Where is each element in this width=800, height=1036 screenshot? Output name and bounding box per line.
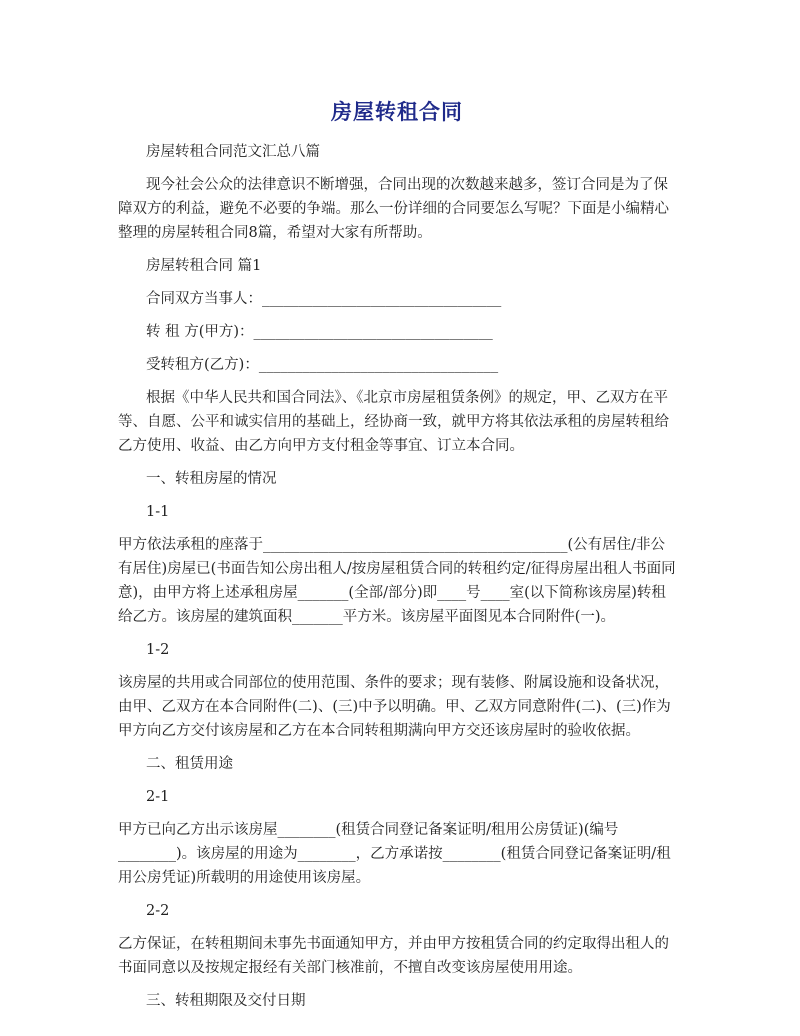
party-line: 受转租方(乙方)：_________________________________ — [146, 357, 499, 373]
section-heading: 房屋转租合同 篇1 — [146, 258, 262, 274]
party-line: 转 租 方(甲方)：_________________________________ — [146, 324, 493, 340]
party-line: 合同双方当事人：_________________________________ — [146, 291, 502, 307]
paragraph: 根据《中华人民共和国合同法》、《北京市房屋租赁条例》的规定，甲、乙双方在平等、自愿、公平和诚实信用的基础上，经协商一致，就甲方将其依法承租的房屋转租给乙方使用、收益、由乙方向甲方支付租金等事宜、订立本合同。 — [118, 390, 669, 454]
document-title: 房屋转租合同 — [331, 99, 463, 124]
clause-number: 2-2 — [146, 903, 170, 919]
document-body — [118, 140, 676, 1013]
paragraph: 乙方保证，在转租期间未事先书面通知甲方，并由甲方按租赁合同的约定取得出租人的书面同意以及按规定报经有关部门核准前，不擅自改变该房屋使用用途。 — [118, 936, 669, 976]
clause-number: 1-2 — [146, 642, 170, 658]
paragraph: 甲方已向乙方出示该房屋________(租赁合同登记备案证明/租用公房赁证)(编号________)。该房屋的用途为________，乙方承诺按________(租赁合同登记备案证明/租用公房凭证)所载明的用途使用该房屋。 — [118, 822, 671, 886]
paragraph: 该房屋的共用或合同部位的使用范围、条件的要求；现有装修、附属设施和设备状况，由甲、乙双方在本合同附件(二)、(三)中予以明确。甲、乙双方同意附件(二)、(三)作为甲方向乙方交付该房屋和乙方在本合同转租期满向甲方交还该房屋时的验收依据。 — [118, 675, 671, 739]
subtitle: 房屋转租合同范文汇总八篇 — [146, 144, 320, 160]
intro-paragraph: 现今社会公众的法律意识不断增强，合同出现的次数越来越多，签订合同是为了保障双方的利益，避免不必要的争端。那么一份详细的合同要怎么写呢？下面是小编精心整理的房屋转租合同8篇，希望对大家有所帮助。 — [118, 177, 669, 241]
clause-heading: 一、转租房屋的情况 — [146, 471, 277, 487]
clause-number: 2-1 — [146, 789, 170, 805]
paragraph: 甲方依法承租的座落于__________________________________________(公有居住/非公有居住)房屋已(书面告知公房出租人/按房屋租赁合同的转租约定/征得房屋出租人书面同意)，由甲方将上述承租房屋_______(全部/部分)即____号____室(以下简称该房屋)转租给乙方。该房屋的建筑面积_______平方米。该房屋平面图见本合同附件(一)。 — [118, 537, 676, 625]
clause-heading: 三、转租期限及交付日期 — [146, 993, 306, 1009]
clause-number: 1-1 — [146, 504, 170, 520]
clause-heading: 二、租赁用途 — [146, 756, 233, 772]
